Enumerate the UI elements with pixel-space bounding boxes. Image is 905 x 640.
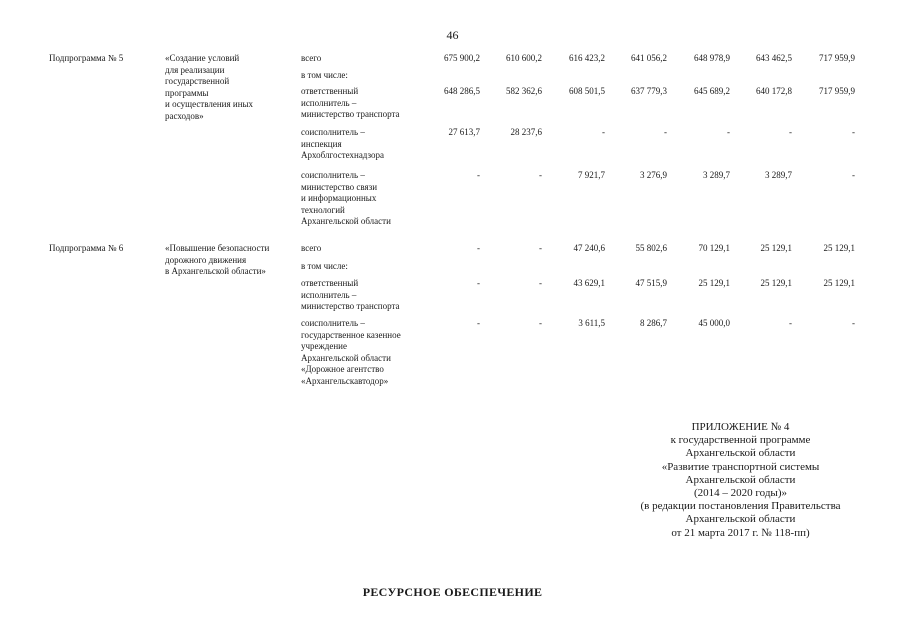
cell: 641 056,2 xyxy=(631,53,667,63)
cell: 648 286,5 xyxy=(444,86,480,96)
cell: 70 129,1 xyxy=(698,243,730,253)
cell: 3 289,7 xyxy=(703,170,730,180)
cell: - xyxy=(477,278,480,288)
cell: - xyxy=(477,243,480,253)
cell: - xyxy=(852,318,855,328)
cell: - xyxy=(664,127,667,137)
cell: - xyxy=(789,318,792,328)
cell: 25 129,1 xyxy=(760,278,792,288)
row-label: ответственный исполнитель – министерство транспорта xyxy=(301,86,400,119)
cell: 7 921,7 xyxy=(578,170,605,180)
cell: 648 978,9 xyxy=(694,53,730,63)
cell: 643 462,5 xyxy=(756,53,792,63)
cell: 25 129,1 xyxy=(823,278,855,288)
cell: 637 779,3 xyxy=(631,86,667,96)
cell: 675 900,2 xyxy=(444,53,480,63)
row-label: ответственный исполнитель – министерство транспорта xyxy=(301,278,400,311)
annex-header: ПРИЛОЖЕНИЕ № 4 к государственной программе Архангельской области «Развитие транспортной системы Архангельской области (2014 – 2020 годы)» (в редакции постановления Правительства Архангельской области от 21 марта 2017 г. № 118-пп) xyxy=(640,421,841,539)
cell: 3 611,5 xyxy=(578,318,605,328)
cell: 25 129,1 xyxy=(823,243,855,253)
row-label: всего xyxy=(301,53,322,63)
cell: 45 000,0 xyxy=(698,318,730,328)
cell: 28 237,6 xyxy=(510,127,542,137)
row-label: соисполнитель – инспекция Архоблгостехнадзора xyxy=(301,127,384,160)
row-label: всего xyxy=(301,243,322,253)
cell: - xyxy=(727,127,730,137)
cell: - xyxy=(539,318,542,328)
cell: 47 515,9 xyxy=(635,278,667,288)
cell: 25 129,1 xyxy=(698,278,730,288)
cell: - xyxy=(477,170,480,180)
cell: - xyxy=(477,318,480,328)
cell: - xyxy=(852,127,855,137)
cell: - xyxy=(852,170,855,180)
subprogram-5-name: Подпрограмма № 5 xyxy=(49,53,124,63)
row-label: соисполнитель – государственное казенное учреждение Архангельской области «Дорожное агентство «Архангельскавтодор» xyxy=(301,318,401,386)
cell: 47 240,6 xyxy=(573,243,605,253)
cell: - xyxy=(789,127,792,137)
cell: 43 629,1 xyxy=(573,278,605,288)
cell: 610 600,2 xyxy=(506,53,542,63)
cell: 55 802,6 xyxy=(635,243,667,253)
page-number: 46 xyxy=(446,28,459,42)
cell: - xyxy=(539,278,542,288)
cell: 3 276,9 xyxy=(640,170,667,180)
cell: - xyxy=(539,170,542,180)
cell: 3 289,7 xyxy=(765,170,792,180)
cell: 27 613,7 xyxy=(448,127,480,137)
row-label: в том числе: xyxy=(301,70,348,80)
subprogram-5-description: «Создание условий для реализации государственной программы и осуществления иных расходов» xyxy=(165,53,254,121)
cell: 616 423,2 xyxy=(569,53,605,63)
cell: 582 362,6 xyxy=(506,86,542,96)
section-title: РЕСУРСНОЕ ОБЕСПЕЧЕНИЕ xyxy=(362,585,543,599)
row-label: в том числе: xyxy=(301,261,348,271)
cell: 608 501,5 xyxy=(569,86,605,96)
subprogram-6-description: «Повышение безопасности дорожного движения в Архангельской области» xyxy=(165,243,270,276)
cell: 717 959,9 xyxy=(819,86,855,96)
cell: 25 129,1 xyxy=(760,243,792,253)
cell: 717 959,9 xyxy=(819,53,855,63)
row-label: соисполнитель – министерство связи и информационных технологий Архангельской области xyxy=(301,170,391,226)
cell: - xyxy=(602,127,605,137)
cell: 8 286,7 xyxy=(640,318,667,328)
cell: 645 689,2 xyxy=(694,86,730,96)
cell: - xyxy=(539,243,542,253)
cell: 640 172,8 xyxy=(756,86,792,96)
subprogram-6-name: Подпрограмма № 6 xyxy=(49,243,124,253)
